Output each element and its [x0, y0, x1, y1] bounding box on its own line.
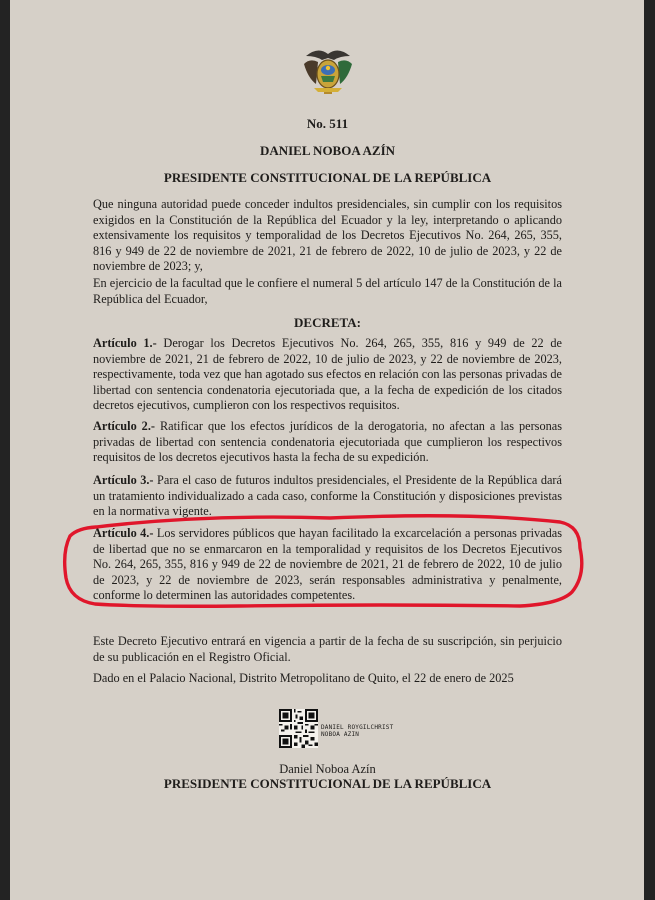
article-4: [93, 526, 562, 604]
qr-code-icon: [279, 709, 318, 748]
digital-signature-label: [321, 724, 393, 738]
digital-signature-line-2: NOBOA AZIN: [321, 731, 360, 738]
article-1-title: Artículo 1.-: [93, 336, 157, 350]
digital-signature-line-1: DANIEL ROYGILCHRIST: [321, 724, 394, 731]
article-2-text: Ratificar que los efectos jurídicos de la derogatoria, no afectan a las personas privadas de libertad con sentencia condenatoria ejecutoriada que cumplieron los respectivos requisitos de los decretos ejecutivos hasta la fecha de su expedición.: [93, 419, 562, 465]
president-title: PRESIDENTE CONSTITUCIONAL DE LA REPÚBLICA: [163, 170, 492, 185]
article-2: [93, 419, 562, 466]
decree-number: No. 511: [306, 116, 349, 131]
exercise-paragraph: En ejercicio de la facultad que le confiere el numeral 5 del artículo 147 de la Constitución de la República del Ecuador,: [93, 276, 562, 306]
left-border-bar: [0, 0, 10, 900]
considering-paragraph: Que ninguna autoridad puede conceder indultos presidenciales, sin cumplir con los requisitos exigidos en la Constitución de la República del Ecuador y la ley, interpretando o aplicando extensivamente los requisitos y temporalidad de los Decretos Ejecutivos No. 264, 265, 355, 816 y 949 de 22 de noviembre de 2021, 21 de febrero de 2022, 10 de julio de 2023, y 22 de noviembre de 2023; y,: [93, 197, 562, 274]
signer-title: PRESIDENTE CONSTITUCIONAL DE LA REPÚBLICA: [163, 776, 492, 791]
decree-heading: DECRETA:: [294, 315, 361, 330]
article-1-text: Derogar los Decretos Ejecutivos No. 264, 265, 355, 816 y 949 de 22 de noviembre de 2021, 21 de febrero de 2022, 10 de julio de 2023, y 22 de noviembre de 2023, respectivamente, toda vez que han agotado sus efectos en relación con las personas privadas de libertad con sentencia condenatoria ejecutoriada que, a la fecha de expedición de los citados decretos ejecutivos, cumplieron con los respectivos requisitos.: [93, 336, 562, 413]
article-4-text: Los servidores públicos que hayan facilitado la excarcelación a personas privadas de libertad que no se enmarcaron en la temporalidad y requisitos de los Decretos Ejecutivos No. 264, 265, 355, 816 y 949 de 22 de noviembre de 2021, 21 de febrero de 2022, 10 de julio de 2023, y 22 de noviembre de 2023, serán responsables administrativa y penalmente, conforme lo determinen las autoridades competentes.: [93, 526, 562, 603]
given-paragraph: Dado en el Palacio Nacional, Distrito Metropolitano de Quito, el 22 de enero de 2025: [93, 671, 514, 685]
article-3-title: Artículo 3.-: [93, 473, 154, 487]
article-3-text: Para el caso de futuros indultos presidenciales, el Presidente de la República dará un tratamiento individualizado a cada caso, conforme la Constitución y disposiciones previstas en la normativa vigente.: [93, 473, 562, 519]
right-border-bar: [644, 0, 655, 900]
article-2-title: Artículo 2.-: [93, 419, 155, 433]
signer-name: Daniel Noboa Azín: [279, 762, 376, 776]
article-3: [93, 473, 562, 520]
effect-paragraph: Este Decreto Ejecutivo entrará en vigencia a partir de la fecha de su suscripción, sin perjuicio de su publicación en el Registro Oficial.: [93, 634, 562, 664]
president-name: DANIEL NOBOA AZÍN: [259, 143, 396, 158]
article-4-title: Artículo 4.-: [93, 526, 154, 540]
coat-of-arms-icon: [300, 44, 356, 100]
article-1: [93, 336, 562, 414]
